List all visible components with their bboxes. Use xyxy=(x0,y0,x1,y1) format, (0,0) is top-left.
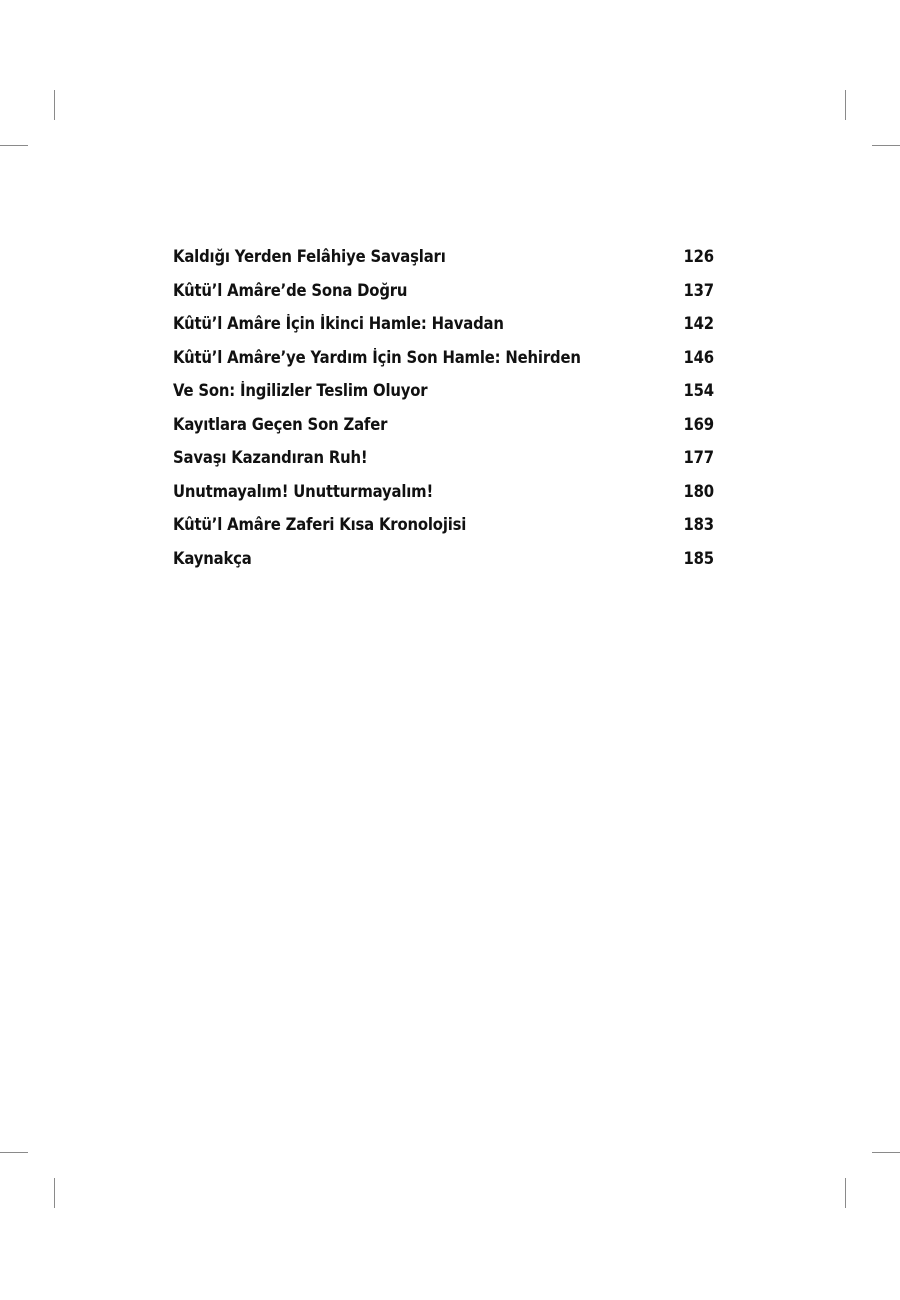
toc-entry-page: 185 xyxy=(683,548,714,568)
toc-entry xyxy=(173,341,714,375)
toc-entry xyxy=(173,307,714,341)
toc-entry-title: Savaşı Kazandıran Ruh! xyxy=(173,448,368,467)
toc-entry-title: Kûtü’l Amâre’ye Yardım İçin Son Hamle: Nehirden xyxy=(173,347,581,367)
toc-entry-title: Kaynakça xyxy=(173,548,252,568)
toc-entry-page: 154 xyxy=(683,381,714,400)
toc-entry-page: 137 xyxy=(683,280,714,300)
crop-mark-top-right-vertical xyxy=(845,90,846,120)
toc-entry xyxy=(173,508,714,542)
toc-entry-title: Kûtü’l Amâre’de Sona Doğru xyxy=(173,280,408,300)
toc-entry xyxy=(173,441,714,475)
toc-entry-page: 169 xyxy=(683,414,714,434)
toc-entry-page: 180 xyxy=(683,481,714,501)
toc-entry xyxy=(173,542,714,576)
toc-entry-page: 177 xyxy=(683,448,714,467)
crop-mark-top-left-vertical xyxy=(54,90,55,120)
toc-entry-page: 146 xyxy=(683,347,714,367)
toc-entry xyxy=(173,408,714,442)
toc-entry-title: Kûtü’l Amâre Zaferi Kısa Kronolojisi xyxy=(173,515,467,534)
toc-entry-page: 183 xyxy=(683,515,714,534)
toc-entry-title: Ve Son: İngilizler Teslim Oluyor xyxy=(173,381,428,400)
toc-entry-title: Kayıtlara Geçen Son Zafer xyxy=(173,414,388,434)
table-of-contents xyxy=(173,240,714,575)
toc-entry xyxy=(173,374,714,408)
crop-mark-bottom-right-vertical xyxy=(845,1178,846,1208)
crop-mark-bottom-left-vertical xyxy=(54,1178,55,1208)
toc-entry-title: Kûtü’l Amâre İçin İkinci Hamle: Havadan xyxy=(173,314,504,333)
crop-mark-bottom-right-horizontal xyxy=(872,1152,900,1153)
toc-entry-page: 126 xyxy=(683,247,714,266)
toc-entry xyxy=(173,274,714,308)
toc-entry-title: Unutmayalım! Unutturmayalım! xyxy=(173,481,434,501)
crop-mark-top-left-horizontal xyxy=(0,145,28,146)
toc-entry-title: Kaldığı Yerden Felâhiye Savaşları xyxy=(173,247,446,266)
toc-entry xyxy=(173,240,714,274)
crop-mark-top-right-horizontal xyxy=(872,145,900,146)
toc-entry xyxy=(173,475,714,509)
crop-mark-bottom-left-horizontal xyxy=(0,1152,28,1153)
toc-entry-page: 142 xyxy=(683,314,714,333)
